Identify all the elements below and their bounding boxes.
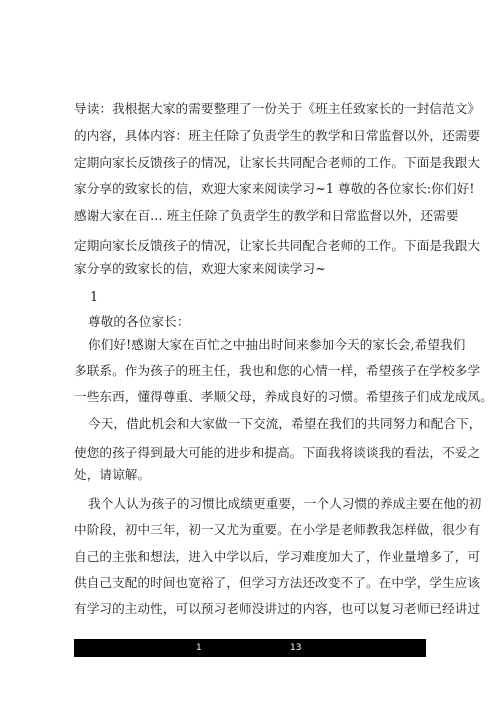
text-line: 今天，借此机会和大家做一下交流，希望在我们的共同努力和配合下， xyxy=(88,416,482,431)
text-line: 一些东西，懂得尊重、孝顺父母，养成良好的习惯。希望孩子们成龙成凤。 xyxy=(74,389,493,404)
text-line: 供自己支配的时间也宽裕了，但学习方法还改变不了。在中学，学生应该 xyxy=(74,575,481,590)
text-line: 你们好!感谢大家在百忙之中抽出时间来参加今天的家长会,希望我们 xyxy=(88,337,466,352)
text-line: 我个人认为孩子的习惯比成绩更重要，一个人习惯的养成主要在他的初 xyxy=(88,496,482,511)
text-line: 定期向家长反馈孩子的情况，让家长共同配合老师的工作。下面是我跟大 xyxy=(74,155,481,170)
text-line: 多联系。作为孩子的班主任，我也和您的心情一样，希望孩子在学校多学 xyxy=(74,363,481,378)
text-line: 使您的孩子得到最大可能的进步和提高。下面我将谈谈我的看法，不妥之 xyxy=(74,445,481,460)
page-footer-bar xyxy=(74,639,426,657)
text-line: 自己的主张和想法，进入中学以后，学习难度加大了，作业量增多了，可 xyxy=(74,549,481,564)
page-number: 1 xyxy=(196,643,202,653)
text-line: 处，请谅解。 xyxy=(74,467,151,482)
text-line: 家分享的致家长的信，欢迎大家来阅读学习~ xyxy=(74,261,326,276)
salutation: 尊敬的各位家长： xyxy=(88,314,190,329)
text-line: 中阶段，初中三年，初一又尤为重要。在小学是老师教我怎样做，很少有 xyxy=(74,522,481,537)
text-line: 导读：我根据大家的需要整理了一份关于《班主任致家长的一封信范文》 xyxy=(74,101,481,116)
section-number: 1 xyxy=(90,289,99,304)
text-line: 有学习的主动性，可以预习老师没讲过的内容，也可以复习老师已经讲过 xyxy=(74,601,481,616)
text-line: 感谢大家在百... 班主任除了负责学生的教学和日常监督以外，还需要 xyxy=(74,208,459,223)
text-line: 的内容，具体内容：班主任除了负责学生的教学和日常监督以外，还需要 xyxy=(74,128,481,143)
text-line: 定期向家长反馈孩子的情况，让家长共同配合老师的工作。下面是我跟大 xyxy=(74,238,481,253)
page-total: 13 xyxy=(290,643,302,653)
text-line: 家分享的致家长的信，欢迎大家来阅读学习~1 尊敬的各位家长:你们好! xyxy=(74,181,475,196)
